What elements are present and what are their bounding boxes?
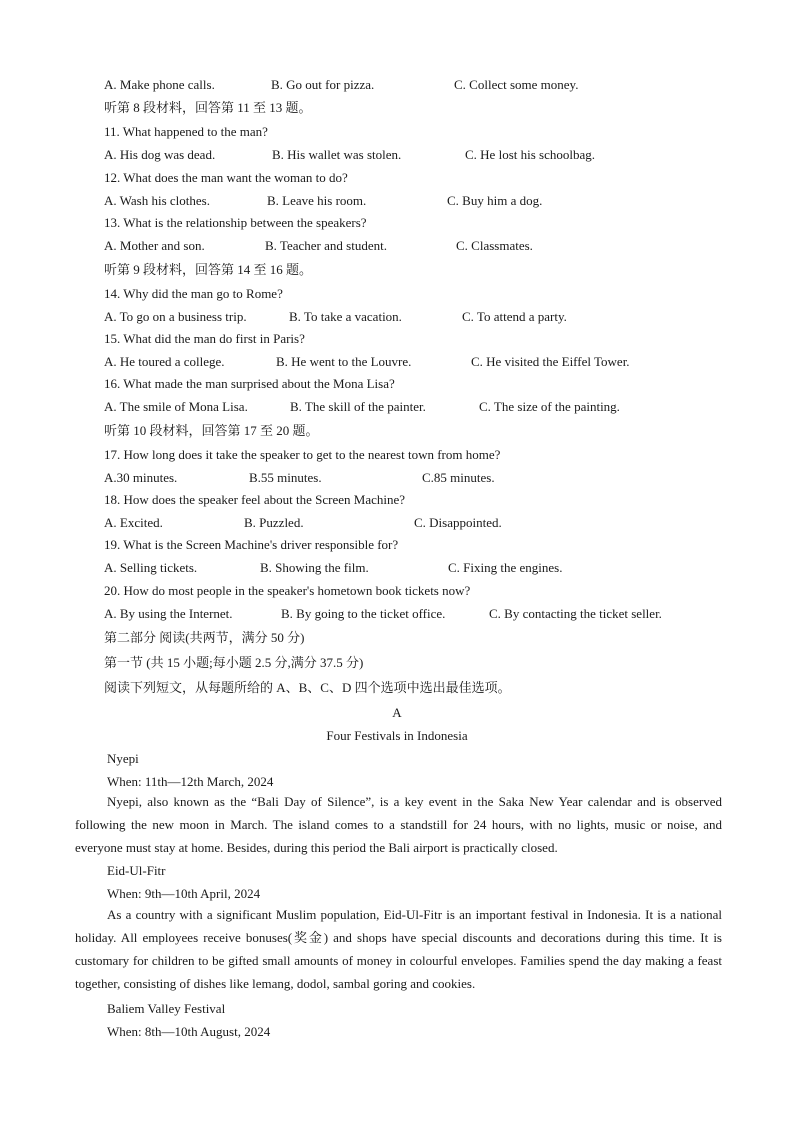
q15-option-b: B. He went to the Louvre. — [276, 354, 412, 369]
festival-1-when: When: 11th—12th March, 2024 — [107, 774, 274, 789]
q11-stem: 11. What happened to the man? — [104, 124, 268, 139]
q13-option-a: A. Mother and son. — [104, 238, 205, 253]
q12-stem: 12. What does the man want the woman to do? — [104, 170, 348, 185]
q10-option-c: C. Collect some money. — [454, 77, 579, 92]
festival-2-description: As a country with a significant Muslim population, Eid-Ul-Fitr is an important festival in Indonesia. It is a national holiday. All employees receive bonuses(奖金) and shops have special discounts and decorations during this time. It is customary for children to be gifted small amounts of money in colourful envelopes. Families spend the day making a feast together, consisting of dishes like lemang, dodol, sambal goring and cookies. — [75, 907, 722, 991]
q17-stem: 17. How long does it take the speaker to get to the nearest town from home? — [104, 447, 501, 462]
q16-option-c: C. The size of the painting. — [479, 399, 620, 414]
q16-option-b: B. The skill of the painter. — [290, 399, 426, 414]
q18-option-a: A. Excited. — [104, 515, 163, 530]
festival-2-when: When: 9th—10th April, 2024 — [107, 886, 261, 901]
q10-option-b: B. Go out for pizza. — [271, 77, 375, 92]
q14-option-a: A. To go on a business trip. — [104, 309, 247, 324]
passage-letter: A — [392, 705, 402, 720]
section-instruction-10: 听第 10 段材料，回答第 17 至 20 题。 — [104, 423, 319, 438]
q19-option-a: A. Selling tickets. — [104, 560, 198, 575]
q14-option-c: C. To attend a party. — [462, 309, 567, 324]
q11-option-b: B. His wallet was stolen. — [272, 147, 402, 162]
section-instruction-8: 听第 8 段材料，回答第 11 至 13 题。 — [104, 100, 312, 115]
festival-1-name: Nyepi — [107, 751, 139, 766]
q13-option-b: B. Teacher and student. — [265, 238, 387, 253]
q13-option-c: C. Classmates. — [456, 238, 533, 253]
q19-option-b: B. Showing the film. — [260, 560, 369, 575]
festival-3-when: When: 8th—10th August, 2024 — [107, 1024, 271, 1039]
reading-instruction: 阅读下列短文，从每题所给的 A、B、C、D 四个选项中选出最佳选项。 — [104, 680, 511, 695]
q12-option-a: A. Wash his clothes. — [104, 193, 210, 208]
q14-option-b: B. To take a vacation. — [289, 309, 402, 324]
q17-option-b: B.55 minutes. — [249, 470, 322, 485]
q11-option-a: A. His dog was dead. — [104, 147, 216, 162]
passage-title: Four Festivals in Indonesia — [326, 728, 468, 743]
q11-option-c: C. He lost his schoolbag. — [465, 147, 595, 162]
festival-2-name: Eid-Ul-Fitr — [107, 863, 166, 878]
q15-option-a: A. He toured a college. — [104, 354, 225, 369]
q13-stem: 13. What is the relationship between the speakers? — [104, 215, 367, 230]
q18-stem: 18. How does the speaker feel about the Screen Machine? — [104, 492, 406, 507]
q17-option-c: C.85 minutes. — [422, 470, 495, 485]
section-one-heading: 第一节 (共 15 小题;每小题 2.5 分,满分 37.5 分) — [104, 655, 364, 670]
q18-option-b: B. Puzzled. — [244, 515, 304, 530]
q15-option-c: C. He visited the Eiffel Tower. — [471, 354, 630, 369]
q12-option-b: B. Leave his room. — [267, 193, 367, 208]
festival-1-description: Nyepi, also known as the “Bali Day of Silence”, is a key event in the Saka New Year calendar and is observed following the new moon in March. The island comes to a standstill for 24 hours, with no lights, music or noise, and everyone must stay at home. Besides, during this period the Bali airport is practically closed. — [75, 794, 722, 855]
q15-stem: 15. What did the man do first in Paris? — [104, 331, 305, 346]
q10-option-a: A. Make phone calls. — [104, 77, 215, 92]
q12-option-c: C. Buy him a dog. — [447, 193, 543, 208]
q20-option-a: A. By using the Internet. — [104, 606, 233, 621]
q17-option-a: A.30 minutes. — [104, 470, 178, 485]
q19-stem: 19. What is the Screen Machine's driver responsible for? — [104, 537, 399, 552]
q18-option-c: C. Disappointed. — [414, 515, 502, 530]
section-instruction-9: 听第 9 段材料，回答第 14 至 16 题。 — [104, 262, 313, 277]
part-two-heading: 第二部分 阅读(共两节，满分 50 分) — [104, 630, 305, 645]
q19-option-c: C. Fixing the engines. — [448, 560, 563, 575]
q14-stem: 14. Why did the man go to Rome? — [104, 286, 283, 301]
q20-option-c: C. By contacting the ticket seller. — [489, 606, 662, 621]
festival-3-name: Baliem Valley Festival — [107, 1001, 226, 1016]
q16-option-a: A. The smile of Mona Lisa. — [104, 399, 248, 414]
q16-stem: 16. What made the man surprised about the Mona Lisa? — [104, 376, 395, 391]
q20-stem: 20. How do most people in the speaker's hometown book tickets now? — [104, 583, 471, 598]
q20-option-b: B. By going to the ticket office. — [281, 606, 446, 621]
